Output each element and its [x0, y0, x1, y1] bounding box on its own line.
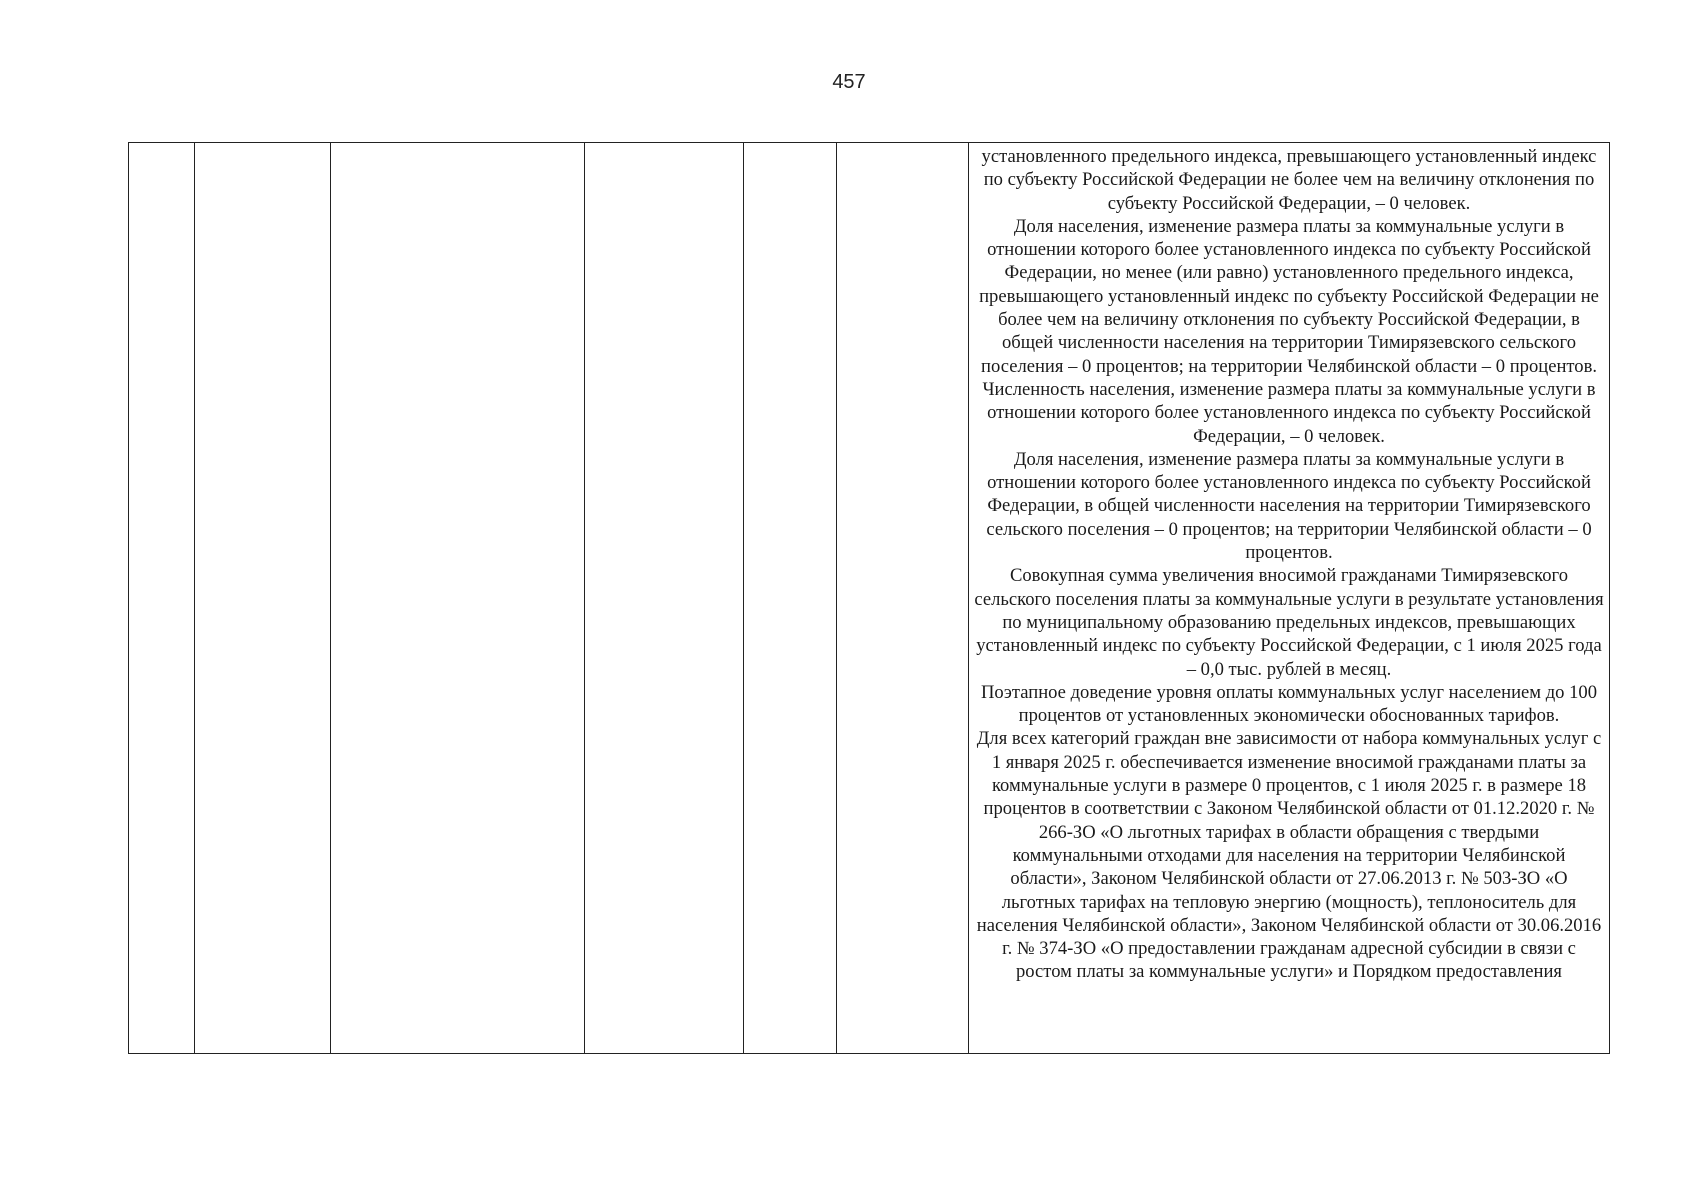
paragraph: Поэтапное доведение уровня оплаты коммунальных услуг населением до 100 процентов от установленных экономически обоснованных тарифов. [980, 681, 1598, 727]
table-cell-col-1 [129, 143, 195, 1054]
cell-text-block [969, 143, 1609, 984]
paragraph: Совокупная сумма увеличения вносимой гражданами Тимирязевского сельского поселения платы за коммунальные услуги в результате установления по муниципальному образованию предельных индексов, превышающих установленный индекс по субъекту Российской Федерации, с 1 июля 2025 года – 0,0 тыс. рублей в месяц. [974, 565, 1604, 680]
paragraph: установленного предельного индекса, превышающего установленный индекс по субъекту Российской Федерации не более чем на величину отклонения по субъекту Российской Федерации, – 0 человек. [981, 146, 1597, 214]
table-cell-col-3 [331, 143, 585, 1054]
page-number: 457 [832, 71, 866, 93]
paragraph: Доля населения, изменение размера платы за коммунальные услуги в отношении которого более установленного индекса по субъекту Российской Федерации, но менее (или равно) установленного предельного индекса, превышающего установленный индекс по субъекту Российской Федерации не более чем на величину отклонения по субъекту Российской Федерации, в общей численности населения на территории Тимирязевского сельского поселения – 0 процентов; на территории Челябинской области – 0 процентов. [979, 215, 1599, 377]
table-cell-col-2 [195, 143, 331, 1054]
document-table [128, 142, 1610, 1054]
table-cell-col-5 [744, 143, 837, 1054]
table-cell-col-6 [837, 143, 969, 1054]
table-cell-col-4 [585, 143, 744, 1054]
paragraph: Доля населения, изменение размера платы за коммунальные услуги в отношении которого более установленного индекса по субъекту Российской Федерации, в общей численности населения на территории Тимирязевского сельского поселения – 0 процентов; на территории Челябинской области – 0 процентов. [986, 448, 1592, 564]
table-row [129, 143, 1610, 1054]
table-cell-text [969, 143, 1610, 1054]
paragraph: Численность населения, изменение размера платы за коммунальные услуги в отношении которого более установленного индекса по субъекту Российской Федерации, – 0 человек. [982, 378, 1596, 447]
paragraph: Для всех категорий граждан вне зависимости от набора коммунальных услуг с 1 января 2025 г. обеспечивается изменение вносимой гражданами платы за коммунальные услуги в размере 0 процентов, с 1 июля 2025 г. в размере 18 процентов в соответствии с Законом Челябинской области от 01.12.2020 г. № 266-ЗО «О льготных тарифах в области обращения с твердыми коммунальными отходами для населения на территории Челябинской области», Законом Челябинской области от 27.06.2013 г. № 503-ЗО «О льготных тарифах на тепловую энергию (мощность), теплоноситель для населения Челябинской области», Законом Челябинской области от 30.06.2016 г. № 374-ЗО «О предоставлении гражданам адресной субсидии в связи с ростом платы за коммунальные услуги» и Порядком предоставления [976, 728, 1602, 983]
